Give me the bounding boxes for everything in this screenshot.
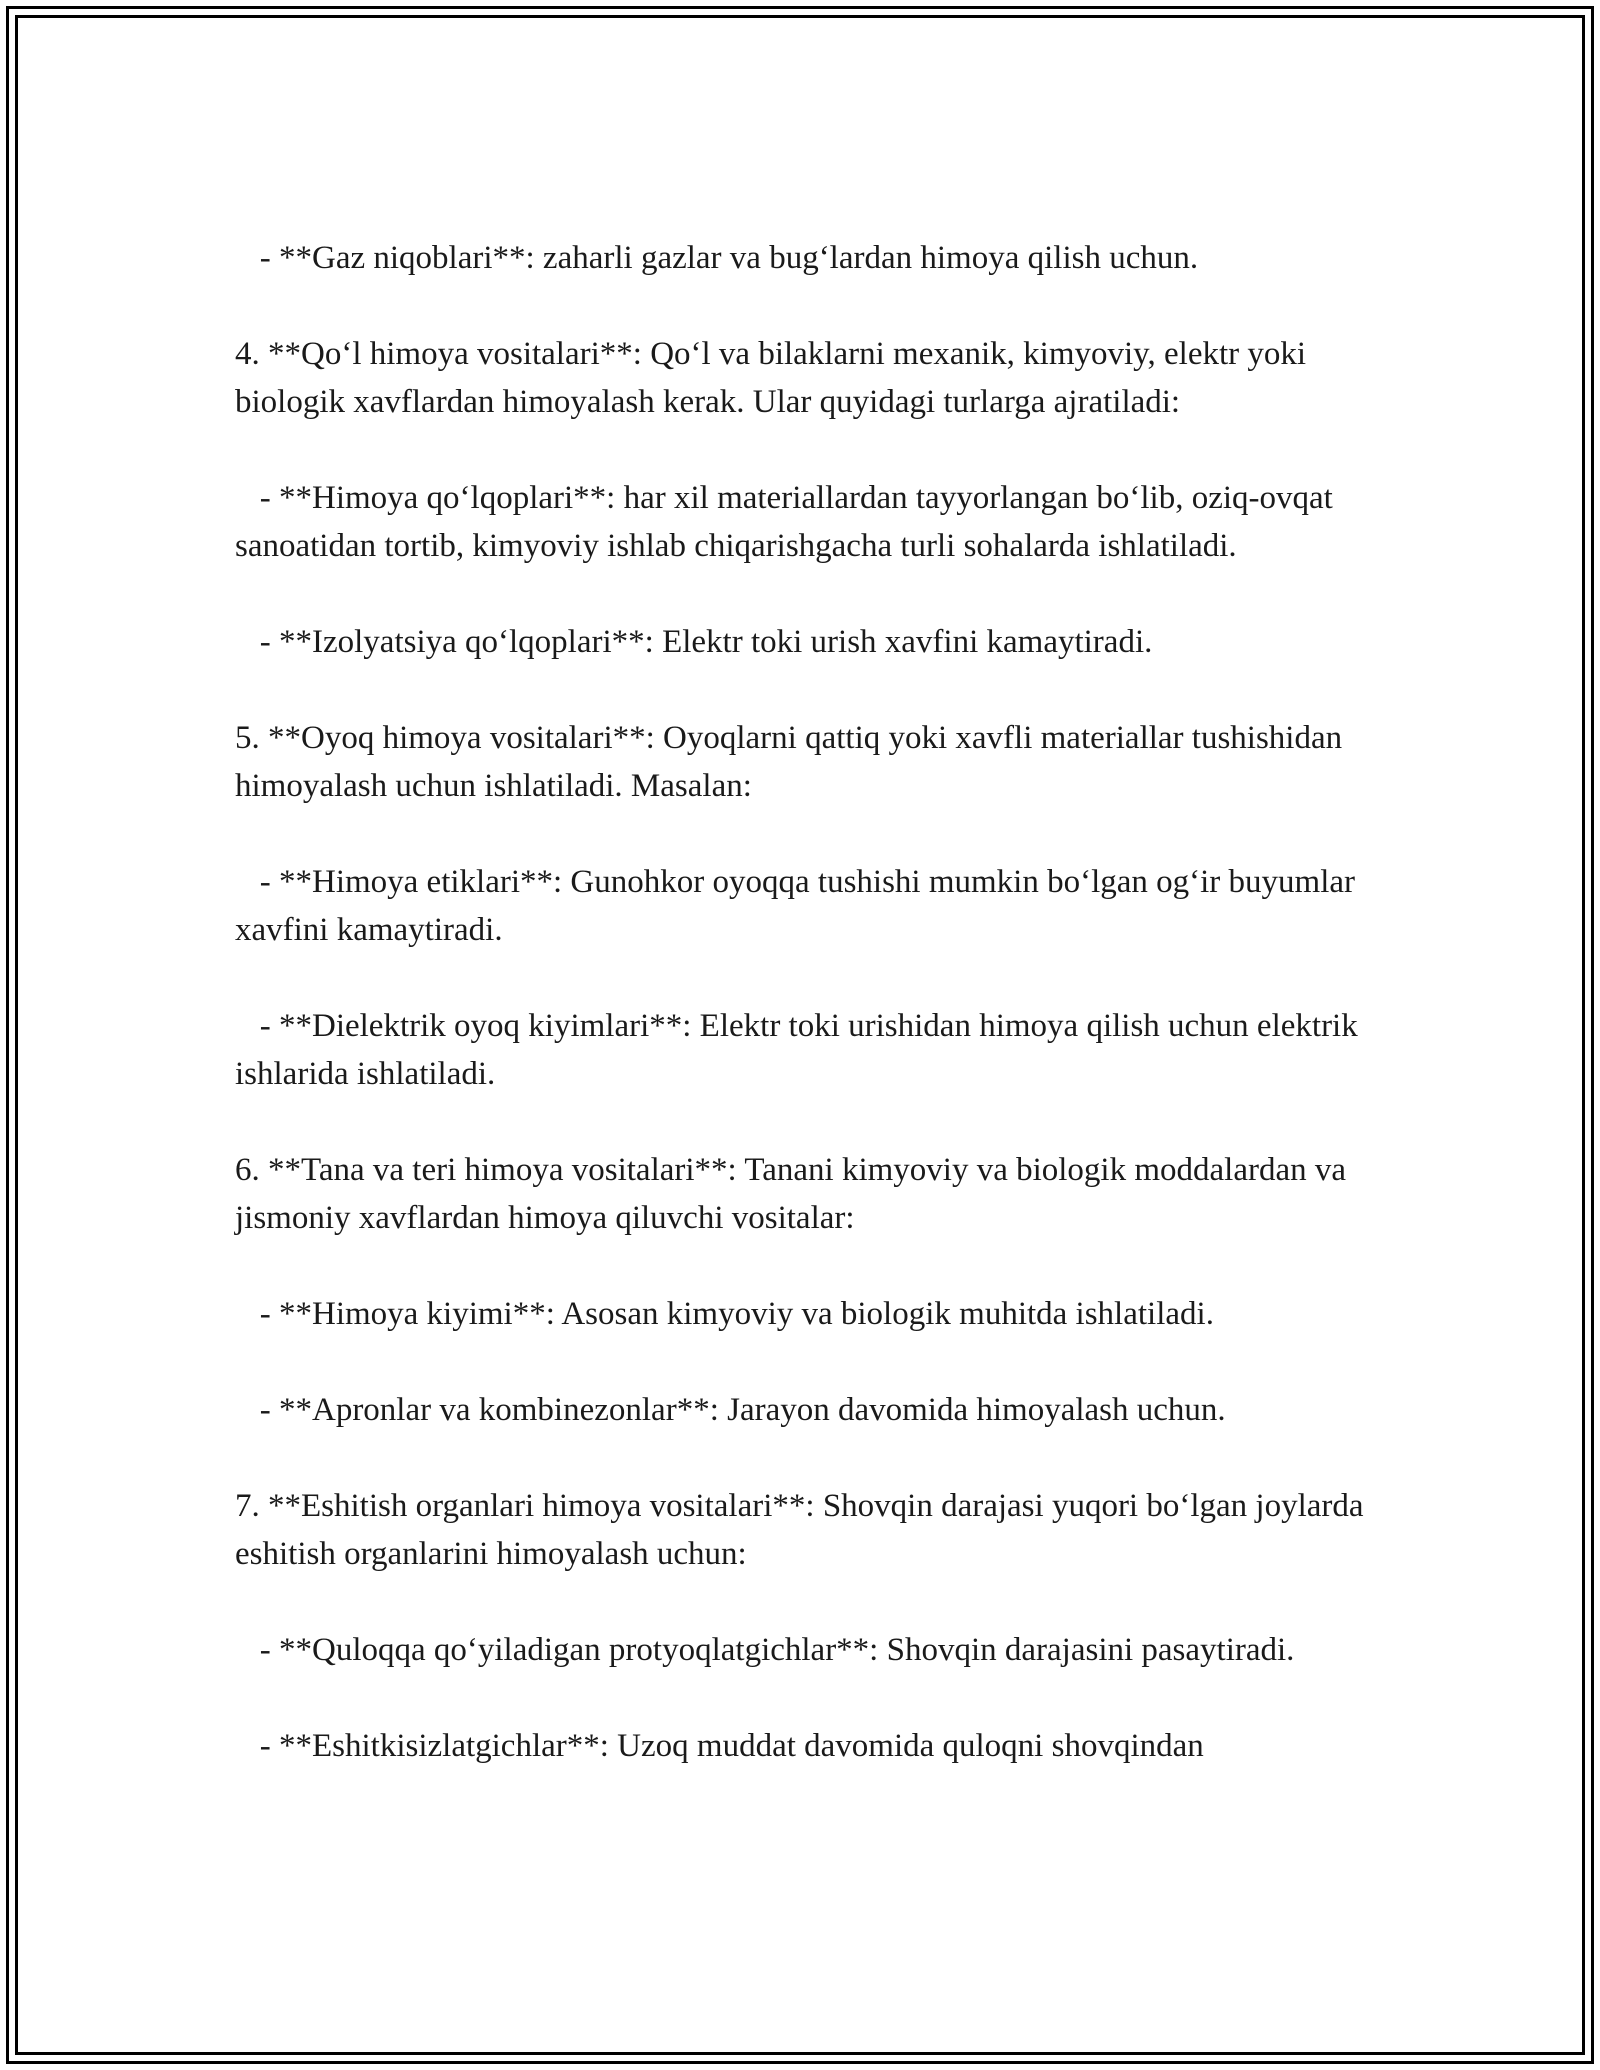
paragraph-protective-gloves: - **Himoya qo‘lqoplari**: har xil materiallardan tayyorlangan bo‘lib, oziq-ovqat sanoatidan tortib, kimyoviy ishlab chiqarishgacha turli sohalarda ishlatiladi. [235,480,1342,564]
paragraph-earmuffs: - **Eshitkisizlatgichlar**: Uzoq muddat davomida quloqni shovqindan [235,1728,1204,1764]
paragraph-protective-boots: - **Himoya etiklari**: Gunohkor oyoqqa tushishi mumkin bo‘lgan og‘ir buyumlar xavfini kamaytiradi. [235,864,1364,948]
paragraph-hearing-protection: 7. **Eshitish organlari himoya vositalari**: Shovqin darajasi yuqori bo‘lgan joylarda eshitish organlarini himoyalash uchun: [235,1488,1372,1572]
paragraph-insulating-gloves: - **Izolyatsiya qo‘lqoplari**: Elektr toki urish xavfini kamaytiradi. [235,624,1153,660]
paragraph-foot-protection: 5. **Oyoq himoya vositalari**: Oyoqlarni qattiq yoki xavfli materiallar tushishidan himoyalash uchun ishlatiladi. Masalan: [235,720,1351,804]
paragraph-dielectric-footwear: - **Dielektrik oyoq kiyimlari**: Elektr toki urishidan himoya qilish uchun elektrik ishlarida ishlatiladi. [235,1008,1366,1092]
paragraph-body-skin-protection: 6. **Tana va teri himoya vositalari**: Tanani kimyoviy va biologik moddalardan va jismoniy xavflardan himoya qiluvchi vositalar: [235,1152,1355,1236]
paragraph-aprons-coveralls: - **Apronlar va kombinezonlar**: Jarayon davomida himoyalash uchun. [235,1392,1226,1428]
paragraph-earplugs: - **Quloqqa qo‘yiladigan protyoqlatgichlar**: Shovqin darajasini pasaytiradi. [235,1632,1295,1668]
paragraph-hand-protection: 4. **Qo‘l himoya vositalari**: Qo‘l va bilaklarni mexanik, kimyoviy, elektr yoki biologik xavflardan himoyalash kerak. Ular quyidagi turlarga ajratiladi: [235,336,1315,420]
document-body [235,234,1385,1818]
paragraph-protective-clothing: - **Himoya kiyimi**: Asosan kimyoviy va biologik muhitda ishlatiladi. [235,1296,1214,1332]
paragraph-gas-masks: - **Gaz niqoblari**: zaharli gazlar va bug‘lardan himoya qilish uchun. [235,240,1199,276]
